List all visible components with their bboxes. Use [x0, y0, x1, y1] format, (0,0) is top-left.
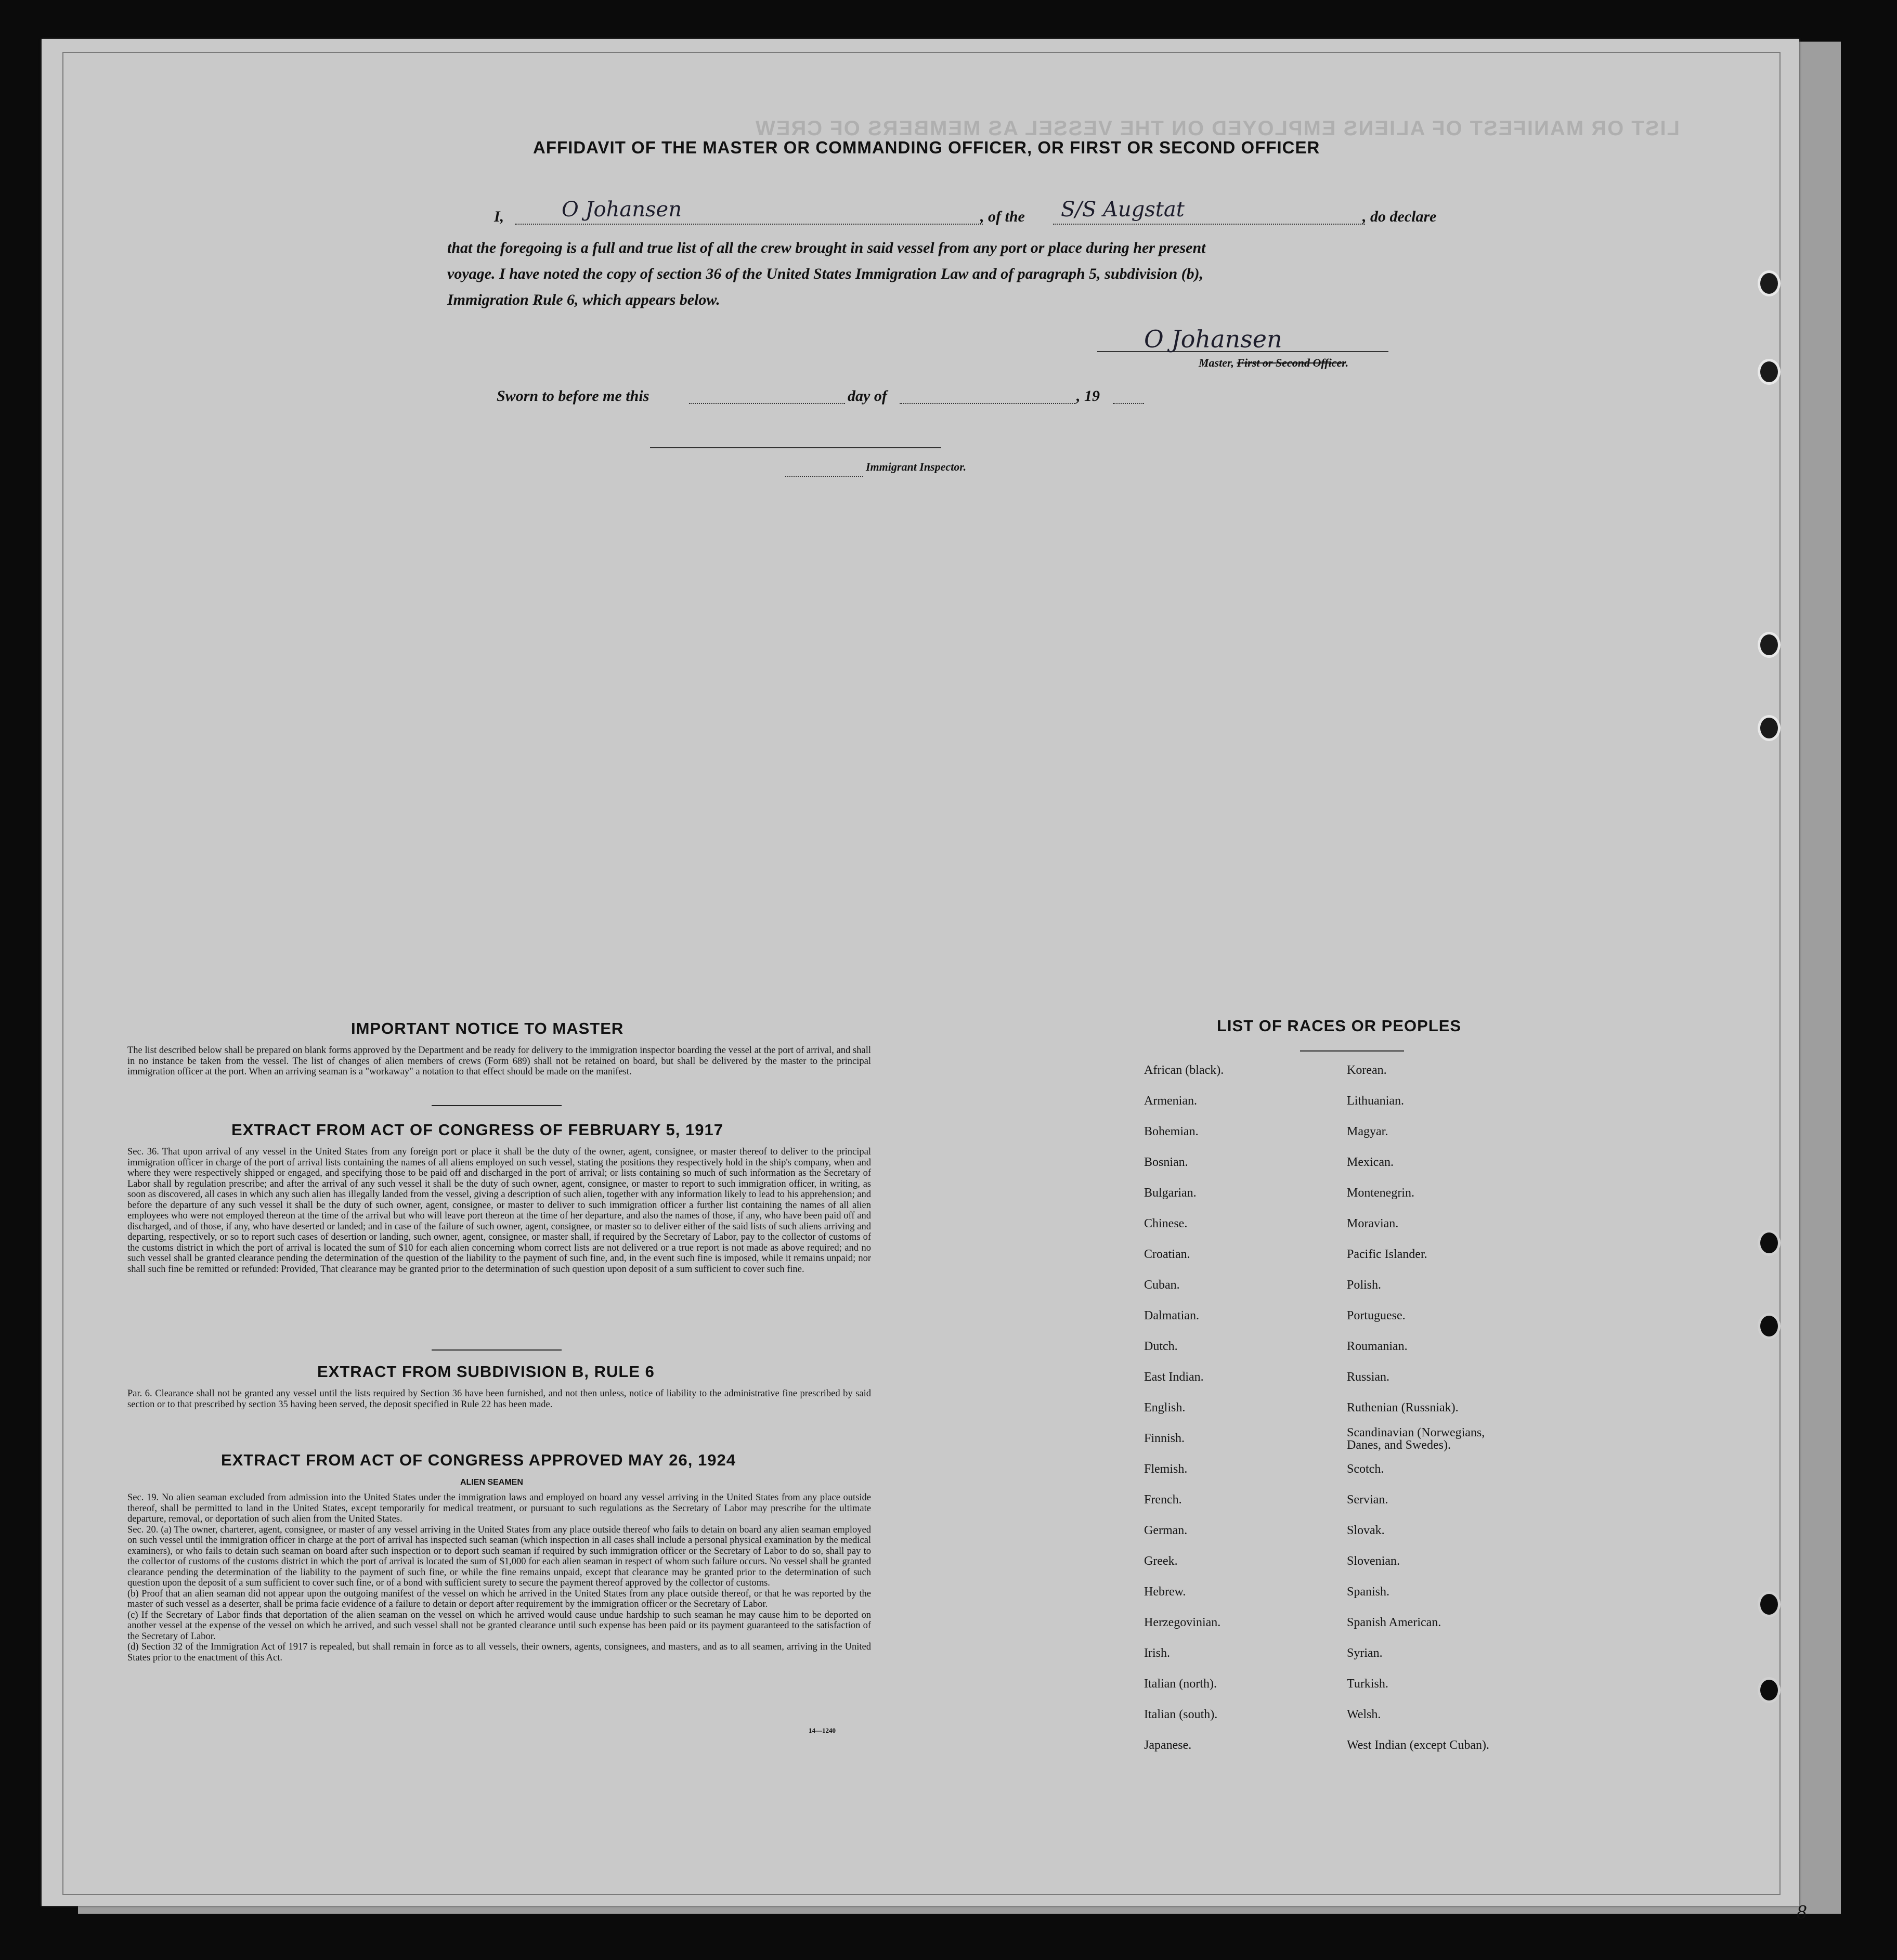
race-item: Moravian. — [1347, 1217, 1399, 1230]
race-item: Slovak. — [1347, 1524, 1385, 1537]
race-item: Bohemian. — [1144, 1125, 1199, 1138]
master-name-handwritten: O Johansen — [562, 198, 682, 222]
race-item: Italian (south). — [1144, 1708, 1218, 1721]
races-heading: LIST OF RACES OR PEOPLES — [1217, 1017, 1462, 1035]
do-declare-label: , do declare — [1362, 208, 1437, 225]
extract-1917-body: Sec. 36. That upon arrival of any vessel in the United States from any foreign port or place it shall be the duty of the owner, agent, consignee, or master thereof to deliver to the principal immigration officer in charge of the port of arrival lists containing the names of all aliens employed on such vessel, stating the positions they respectively hold in the ship's company, when and where they were respectively shipped or engaged, and specifying those to be paid off and discharged in the port of arrival; or lists containing so much of such information as the Secretary of Labor shall by regulation prescribe; and after the arrival of any such vessel it shall be the duty of such owner, agent, consignee, or master to report to such immigration officer, in writing, as soon as discovered, all cases in which any such alien has illegally landed from the vessel, giving a description of such alien, together with any information likely to lead to his apprehension; and before the departure of any such vessel it shall be the duty of such owner, agent, consignee, or master to deliver to such immigration officer a further list containing the names of all alien employees who were not employed thereon at the time of the arrival but who will leave port thereon at the time of her departure, and also the names of those, if any, who have been paid off and discharged, and of those, if any, who have deserted or landed; and in case of the failure of such owner, agent, consignee, or master so to deliver either of the said lists of such aliens arriving and departing, respectively, or so to report such cases of desertion or landing, such owner, agent, consignee, or master shall, if required by the Secretary of Labor, pay to the collector of customs of the customs district in which the port of arrival is located the sum of $10 for each alien concerning whom correct lists are not delivered or a true report is not made as above required; and no such vessel shall be granted clearance pending the determination of the question of the liability to the payment of such fine, and, in the event such fine is imposed, while it remains unpaid; nor shall such fine be remitted or refunded: Provided, That clearance may be granted prior to the determination of such question upon deposit of a sum sufficient to cover such fine. — [127, 1147, 871, 1275]
year-label: , 19 — [1076, 387, 1100, 405]
race-item: English. — [1144, 1401, 1186, 1414]
signature-title-end: . — [1345, 356, 1349, 369]
race-item: Montenegrin. — [1347, 1186, 1414, 1200]
extract-rule6-heading: EXTRACT FROM SUBDIVISION B, RULE 6 — [317, 1362, 655, 1381]
extract-1924-para-1: Sec. 19. No alien seaman excluded from admission into the United States under the immigration laws and employed on board any vessel arriving in the United States from any place outside thereof, shall be permitted to land in the United States, except temporarily for medical treatment, or pursuant to such regulations as the Secretary of Labor may prescribe for the ultimate departure, removal, or deportation of such alien from the United States. — [127, 1492, 871, 1524]
extract-1924-para-4: (c) If the Secretary of Labor finds that deportation of the alien seaman on the vessel on which he arrived would cause undue hardship to such seaman he may cause him to be deported on another vessel at the expense of the vessel on which he arrived, and such vessel shall not be granted clearance until such expense has been paid or its payment guaranteed to the satisfaction of the Secretary of Labor. — [127, 1609, 871, 1642]
affidavit-body-line-1: that the foregoing is a full and true list of all the crew brought in said vessel from any port or place during her present — [447, 239, 1206, 256]
race-item: Magyar. — [1347, 1125, 1388, 1138]
race-item: Turkish. — [1347, 1677, 1388, 1691]
document-page — [42, 39, 1807, 1923]
of-the-label: , of the — [980, 208, 1025, 225]
race-item: Herzegovinian. — [1144, 1616, 1221, 1629]
race-item: Polish. — [1347, 1278, 1382, 1292]
race-item: Portuguese. — [1347, 1309, 1406, 1322]
race-item: Flemish. — [1144, 1462, 1188, 1476]
binder-hole — [1758, 1677, 1781, 1703]
affidavit-heading: AFFIDAVIT OF THE MASTER OR COMMANDING OFFICER, OR FIRST OR SECOND OFFICER — [533, 138, 1320, 157]
race-item: Servian. — [1347, 1493, 1388, 1507]
race-item: Korean. — [1347, 1063, 1387, 1077]
extract-rule6-body: Par. 6. Clearance shall not be granted any vessel until the lists required by Section 36 have been furnished, and not then unless, notice of liability to the administrative fine prescribed by said section or to that prescribed by section 35 having been served, the deposit specified in Rule 22 has been made. — [127, 1388, 871, 1410]
race-item: West Indian (except Cuban). — [1347, 1738, 1489, 1752]
race-item: Italian (north). — [1144, 1677, 1217, 1691]
vessel-name-line — [1053, 224, 1365, 225]
extract-1924-para-2: Sec. 20. (a) The owner, charterer, agent, consignee, or master of any vessel arriving in the United States from any place outside thereof who fails to detain on board any alien seaman employed on such vessel until the immigration officer in charge at the port of arrival has inspected such seaman (which inspection in all cases shall include a personal physical examination by the medical examiners), or who fails to detain such seaman on board after such inspection or to deport such seaman if required by such immigration officer or the Secretary of Labor to do so, shall pay to the collector of customs of the customs district in which the port of arrival is located the sum of $1,000 for each alien seaman in respect of whom such failure occurs. No vessel shall be granted clearance pending the determination of the liability to the payment of such fine, or while the fine remains unpaid, except that clearance may be granted prior to the determination of such question upon the deposit of a sum sufficient to cover such fine, or of a bond with sufficient surety to secure the payment thereof approved by the collector of customs. — [127, 1524, 871, 1588]
signature-title-master: Master, — [1199, 356, 1234, 369]
race-item: Hebrew. — [1144, 1585, 1186, 1599]
binder-hole — [1758, 1230, 1781, 1256]
race-item: Slovenian. — [1347, 1554, 1400, 1568]
notice-heading: IMPORTANT NOTICE TO MASTER — [351, 1019, 624, 1037]
inspector-dotted-line — [785, 476, 863, 477]
sworn-label: Sworn to before me this — [497, 387, 649, 405]
race-item: East Indian. — [1144, 1370, 1204, 1384]
notice-rule — [432, 1105, 562, 1106]
form-code: 14—1240 — [809, 1727, 836, 1734]
race-item: Finnish. — [1144, 1432, 1185, 1445]
alien-seamen-subheading: ALIEN SEAMEN — [460, 1478, 523, 1487]
race-item: German. — [1144, 1524, 1188, 1537]
affidavit-body-line-3: Immigration Rule 6, which appears below. — [447, 291, 720, 308]
race-item: Scotch. — [1347, 1462, 1384, 1476]
master-signature: O Johansen — [1144, 325, 1282, 353]
inspector-signature-line — [650, 447, 941, 448]
binder-hole — [1758, 1591, 1781, 1617]
race-item: Mexican. — [1347, 1156, 1394, 1169]
binder-hole — [1758, 270, 1781, 296]
extract-1924-para-5: (d) Section 32 of the Immigration Act of 1917 is repealed, but shall remain in force as to all vessels, their owners, agents, consignees, and masters, and as to all seamen, arriving in the United States prior to the enactment of this Act. — [127, 1642, 871, 1663]
sworn-month-line — [900, 403, 1076, 404]
extract-1924-body — [127, 1492, 871, 1663]
signature-title — [1199, 356, 1348, 370]
race-item: Russian. — [1347, 1370, 1390, 1384]
race-item: French. — [1144, 1493, 1182, 1507]
affidavit-body-line-2: voyage. I have noted the copy of section 36 of the United States Immigration Law and of paragraph 5, subdivision (b), — [447, 265, 1204, 282]
binder-hole — [1758, 715, 1781, 741]
binder-hole — [1758, 1313, 1781, 1339]
race-item: Bulgarian. — [1144, 1186, 1197, 1200]
race-item: Chinese. — [1144, 1217, 1188, 1230]
extract-1924-heading: EXTRACT FROM ACT OF CONGRESS APPROVED MAY 26, 1924 — [221, 1451, 736, 1469]
race-item: Dutch. — [1144, 1340, 1178, 1353]
extract-1917-heading: EXTRACT FROM ACT OF CONGRESS OF FEBRUARY 5, 1917 — [231, 1121, 723, 1139]
race-item: Armenian. — [1144, 1094, 1197, 1108]
race-item: Japanese. — [1144, 1738, 1192, 1752]
signature-title-struck: First or Second Officer — [1237, 356, 1346, 369]
day-of-label: day of — [848, 387, 887, 405]
extract-1917-rule — [432, 1349, 562, 1351]
vessel-name-handwritten: S/S Augstat — [1061, 198, 1185, 222]
race-item: Croatian. — [1144, 1248, 1190, 1261]
bleed-through-text: LIST OR MANIFEST OF ALIENS EMPLOYED ON THE VESSEL AS MEMBERS OF CREW — [754, 117, 1680, 140]
race-item: Syrian. — [1347, 1646, 1383, 1660]
race-item: Irish. — [1144, 1646, 1170, 1660]
race-item: Scandinavian (Norwegians, Danes, and Swedes). — [1347, 1426, 1485, 1452]
inspector-label: Immigrant Inspector. — [866, 460, 967, 473]
race-item: Pacific Islander. — [1347, 1248, 1427, 1261]
race-item: Welsh. — [1347, 1708, 1381, 1721]
sworn-day-line — [689, 403, 845, 404]
extract-1924-para-3: (b) Proof that an alien seaman did not appear upon the outgoing manifest of the vessel on which he arrived in the United States from any place outside thereof, or that he was reported by the master of such vessel as a deserter, shall be prima facie evidence of a failure to detain or deport after requirement by the immigration officer or the Secretary of Labor. — [127, 1588, 871, 1609]
race-item: Roumanian. — [1347, 1340, 1408, 1353]
master-name-line — [515, 224, 983, 225]
binder-hole — [1758, 359, 1781, 385]
binder-hole — [1758, 632, 1781, 658]
race-item: Spanish. — [1347, 1585, 1390, 1599]
race-item: Greek. — [1144, 1554, 1178, 1568]
i-label: I, — [494, 208, 504, 225]
race-item: Dalmatian. — [1144, 1309, 1199, 1322]
race-item: Spanish American. — [1347, 1616, 1441, 1629]
page-number: 8 — [1797, 1901, 1807, 1923]
race-item: Ruthenian (Russniak). — [1347, 1401, 1459, 1414]
race-item: Cuban. — [1144, 1278, 1180, 1292]
races-rule — [1300, 1050, 1404, 1052]
notice-body: The list described below shall be prepared on blank forms approved by the Department and be ready for delivery to the immigration inspector boarding the vessel at the port of arrival, and shall in no instance be taken from the vessel. The list of changes of alien members of crews (Form 689) shall not be retained on board, but shall be delivered by the master to the principal immigration officer at the port. When an arriving seaman is a "workaway" a notation to that effect should be made on the manifest. — [127, 1045, 871, 1077]
race-item: Bosnian. — [1144, 1156, 1188, 1169]
race-item: African (black). — [1144, 1063, 1224, 1077]
sworn-year-line — [1113, 403, 1144, 404]
race-item: Lithuanian. — [1347, 1094, 1404, 1108]
